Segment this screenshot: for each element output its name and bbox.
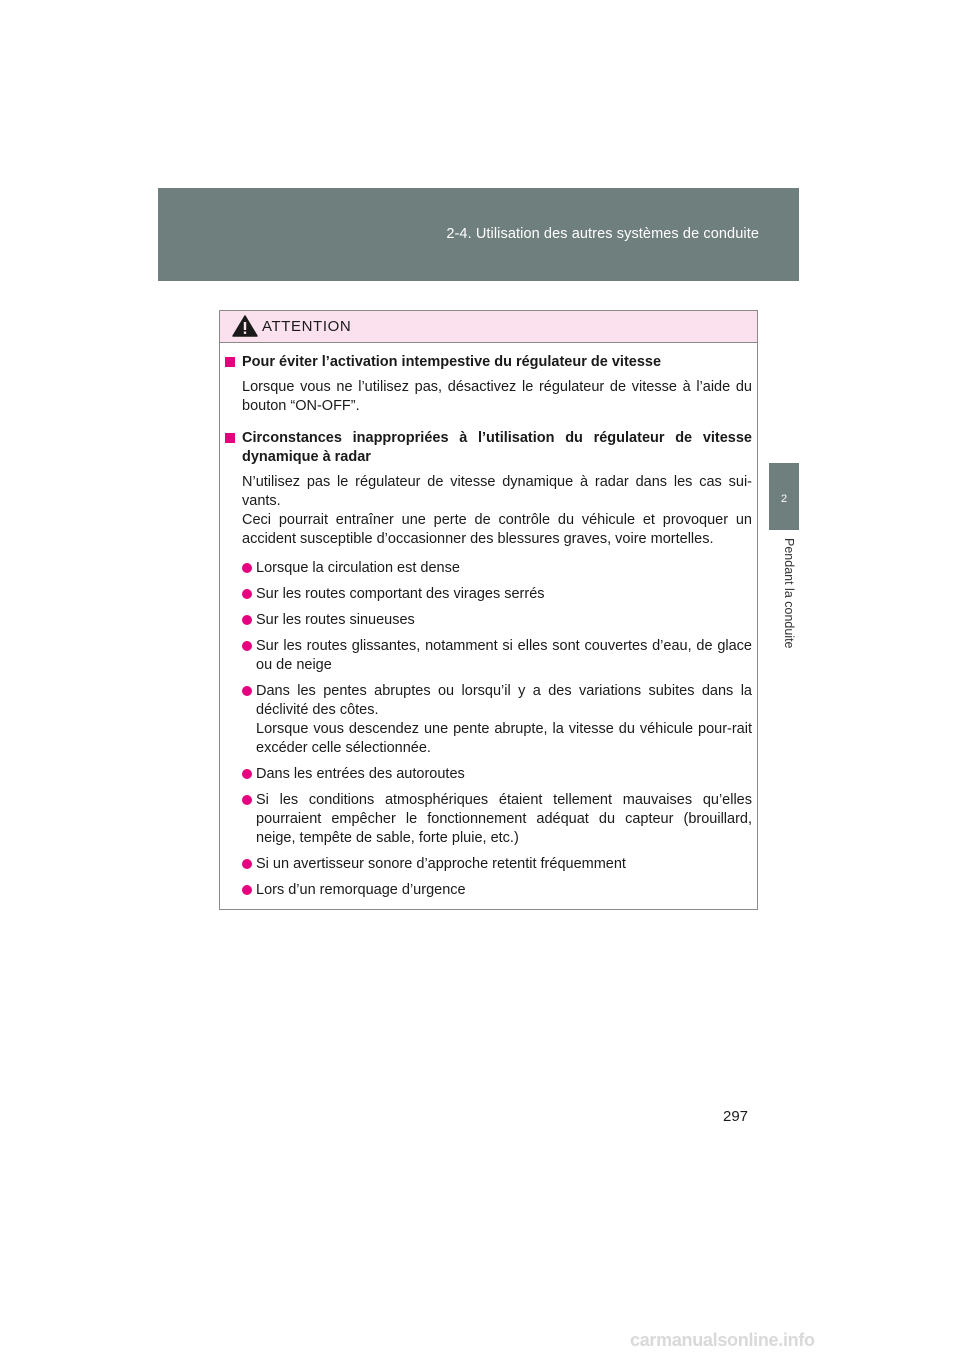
round-bullet-icon: [242, 885, 252, 895]
round-bullet-icon: [242, 563, 252, 573]
warning-section-2: [220, 429, 752, 900]
list-item: [242, 881, 752, 900]
list-item: [242, 855, 752, 874]
square-bullet-icon: [225, 357, 235, 367]
round-bullet-icon: [242, 589, 252, 599]
page-number: 297: [723, 1108, 749, 1125]
section-title: Circonstances inappropriées à l’utilisation du régulateur de vitesse dynamique à radar: [242, 430, 752, 465]
list-item-text: Sur les routes comportant des virages serrés: [256, 586, 545, 602]
list-item-text: Si les conditions atmosphériques étaient tellement mauvaises qu’elles pourraient empêcher le fonctionnement adéquat du capteur (brouillard, neige, tempête de sable, forte pluie, etc.): [256, 792, 752, 846]
section-paragraph: Lorsque vous ne l’utilisez pas, désactivez le régulateur de vitesse à l’aide du bouton “ON-OFF”.: [242, 379, 752, 414]
list-item-text: Dans les entrées des autoroutes: [256, 766, 465, 782]
list-item: [242, 611, 752, 630]
round-bullet-icon: [242, 769, 252, 779]
round-bullet-icon: [242, 615, 252, 625]
chapter-side-tab: [769, 463, 799, 530]
warning-title: ATTENTION: [262, 318, 352, 335]
list-item-text: Lorsque la circulation est dense: [256, 560, 460, 576]
warning-section-1: [220, 353, 752, 416]
list-item: [242, 791, 752, 848]
round-bullet-icon: [242, 795, 252, 805]
list-item: [242, 682, 752, 758]
chapter-header-band: [158, 188, 799, 281]
list-item-text: Sur les routes glissantes, notamment si elles sont couvertes d’eau, de glace ou de neige: [256, 638, 752, 673]
round-bullet-icon: [242, 641, 252, 651]
list-item-text: Lors d’un remorquage d’urgence: [256, 882, 466, 898]
list-item-text: Dans les pentes abruptes ou lorsqu’il y a des variations subites dans la déclivité des côtes. Lorsque vous descendez une pente abrupte, la vitesse du véhicule pour-rait excéder celle sélectionnée.: [256, 683, 752, 756]
chapter-side-label: Pendant la conduite: [782, 538, 796, 649]
chapter-number: 2: [780, 493, 788, 505]
warning-body: [220, 343, 757, 900]
list-item: [242, 585, 752, 604]
section-paragraph: N’utilisez pas le régulateur de vitesse dynamique à radar dans les cas sui-vants. Ceci pourrait entraîner une perte de contrôle du véhicule et provoquer un accident susceptible d’occasionner des blessures graves, voire mortelles.: [242, 474, 752, 547]
footer-watermark-logo: carmanualsonline.info: [630, 1330, 815, 1350]
square-bullet-icon: [225, 433, 235, 443]
warning-box: [219, 310, 758, 910]
list-item-text: Si un avertisseur sonore d’approche retentit fréquemment: [256, 856, 626, 872]
list-item-text: Sur les routes sinueuses: [256, 612, 415, 628]
list-item: [242, 559, 752, 578]
list-item: [242, 765, 752, 784]
warning-triangle-icon: [232, 315, 258, 337]
list-item: [242, 637, 752, 675]
condition-list: [242, 559, 752, 900]
chapter-title: 2-4. Utilisation des autres systèmes de conduite: [446, 226, 759, 242]
section-title: Pour éviter l’activation intempestive du régulateur de vitesse: [242, 354, 662, 370]
warning-header: [220, 311, 757, 343]
round-bullet-icon: [242, 859, 252, 869]
round-bullet-icon: [242, 686, 252, 696]
